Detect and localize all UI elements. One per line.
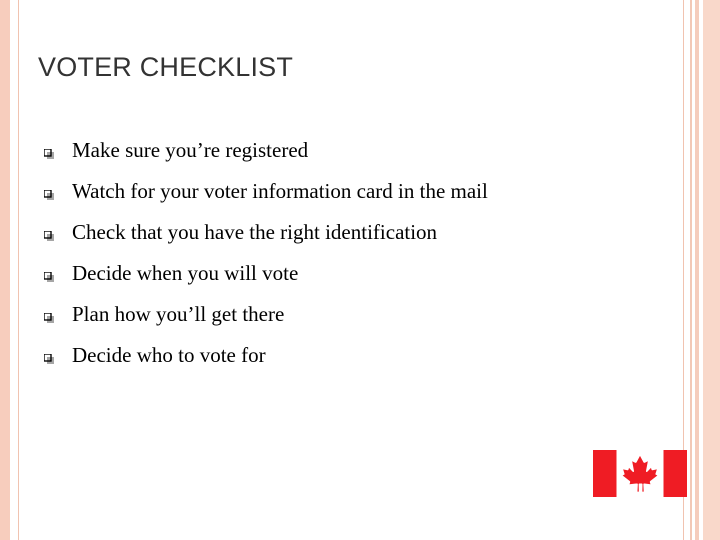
checklist-item-text: Decide when you will vote (72, 261, 299, 285)
right-border-band (703, 0, 720, 540)
checkbox-bullet-icon (44, 313, 54, 323)
canada-flag-icon (593, 450, 687, 497)
checklist-item (40, 212, 488, 253)
checklist-item (40, 253, 488, 294)
checklist (40, 130, 488, 376)
left-border-decoration (0, 0, 10, 540)
right-border-line (695, 0, 699, 540)
checklist-item-text: Watch for your voter information card in the mail (72, 179, 488, 203)
checkbox-bullet-icon (44, 149, 54, 159)
checkbox-bullet-icon (44, 272, 54, 282)
checkbox-bullet-icon (44, 231, 54, 241)
checklist-item (40, 130, 488, 171)
checklist-item (40, 294, 488, 335)
checkbox-bullet-icon (44, 190, 54, 200)
checkbox-bullet-icon (44, 354, 54, 364)
checklist-item-text: Decide who to vote for (72, 343, 266, 367)
checklist-item-text: Make sure you’re registered (72, 138, 309, 162)
right-border-line (690, 0, 692, 540)
checklist-item-text: Check that you have the right identification (72, 220, 438, 244)
checklist-item (40, 335, 488, 376)
slide-title: VOTER CHECKLIST (38, 52, 294, 82)
checklist-item (40, 171, 488, 212)
checklist-item-text: Plan how you’ll get there (72, 302, 285, 326)
